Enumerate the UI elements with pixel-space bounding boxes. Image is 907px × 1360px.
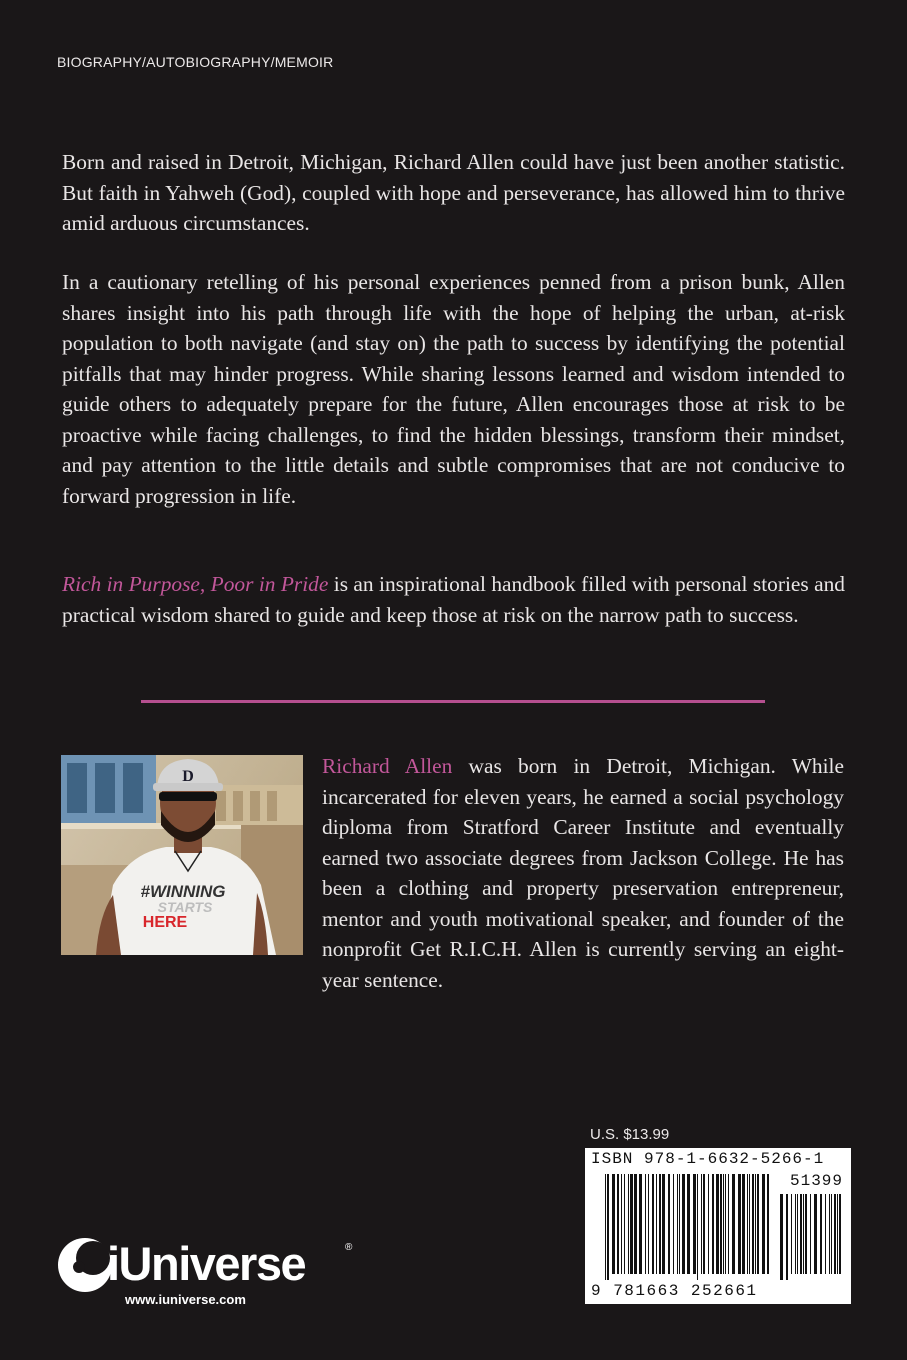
barcode-bar bbox=[612, 1174, 615, 1274]
barcode-bar bbox=[839, 1194, 841, 1274]
shirt-text-line-3: HERE bbox=[142, 914, 188, 931]
barcode-bar bbox=[621, 1174, 622, 1274]
barcode-bar bbox=[693, 1174, 696, 1274]
cap-logo: D bbox=[182, 768, 194, 785]
barcode-bar bbox=[805, 1194, 807, 1274]
barcode-bar bbox=[728, 1174, 729, 1274]
barcode-bar bbox=[639, 1174, 642, 1274]
barcode-bar bbox=[831, 1194, 832, 1274]
barcode-addon-number: 51399 bbox=[789, 1172, 843, 1190]
barcode-bar bbox=[648, 1174, 649, 1274]
barcode-bar bbox=[825, 1194, 826, 1274]
barcode-bar bbox=[767, 1174, 769, 1274]
barcode-bar bbox=[645, 1174, 646, 1274]
barcode-bar bbox=[628, 1174, 629, 1274]
barcode-bar bbox=[791, 1194, 792, 1274]
barcode-bar bbox=[837, 1194, 838, 1274]
book-title: Rich in Purpose, Poor in Pride bbox=[62, 572, 329, 596]
addon-bars bbox=[780, 1194, 844, 1280]
category-label: BIOGRAPHY/AUTOBIOGRAPHY/MEMOIR bbox=[57, 54, 334, 70]
barcode-bar bbox=[682, 1174, 685, 1274]
barcode-bar bbox=[738, 1174, 741, 1274]
publisher-name: iUniverse bbox=[107, 1237, 306, 1290]
barcode-bar bbox=[677, 1174, 678, 1274]
barcode-bar bbox=[786, 1194, 788, 1280]
barcode-bar bbox=[797, 1194, 798, 1274]
barcode-bar bbox=[829, 1194, 830, 1274]
barcode-bar bbox=[762, 1174, 765, 1274]
isbn-barcode bbox=[585, 1148, 851, 1304]
author-photo bbox=[61, 755, 303, 955]
barcode-bar bbox=[800, 1194, 802, 1274]
barcode-bar bbox=[720, 1174, 722, 1274]
barcode-bar bbox=[605, 1174, 606, 1280]
barcode-bar bbox=[820, 1194, 822, 1274]
barcode-bar bbox=[687, 1174, 690, 1274]
barcode-bar bbox=[712, 1174, 714, 1274]
barcode-bar bbox=[749, 1174, 750, 1274]
barcode-bar bbox=[742, 1174, 745, 1274]
barcode-bar bbox=[656, 1174, 657, 1274]
barcode-bar bbox=[703, 1174, 705, 1274]
description-paragraph-3 bbox=[62, 569, 845, 630]
barcode-bar bbox=[701, 1174, 702, 1274]
isbn-label: ISBN 978-1-6632-5266-1 bbox=[591, 1150, 825, 1168]
description-paragraph-1: Born and raised in Detroit, Michigan, Richard Allen could have just been another statistic. But faith in Yahweh (God), coupled with hope and perseverance, has allowed him to thrive amid arduous circumstances. bbox=[62, 150, 845, 235]
shirt-text-line-1: #WINNING bbox=[140, 882, 226, 901]
registered-mark: ® bbox=[345, 1242, 353, 1253]
barcode-bar bbox=[634, 1174, 637, 1274]
barcode-bar bbox=[780, 1194, 783, 1280]
author-name: Richard Allen bbox=[322, 754, 453, 778]
author-bio bbox=[322, 751, 844, 995]
barcode-bar bbox=[723, 1174, 724, 1274]
barcode-bar bbox=[834, 1194, 836, 1274]
barcode-bar bbox=[679, 1174, 680, 1274]
shirt-text-line-2: STARTS bbox=[157, 899, 213, 915]
barcode-bar bbox=[708, 1174, 709, 1274]
barcode-bar bbox=[652, 1174, 654, 1274]
price-label: U.S. $13.99 bbox=[590, 1126, 670, 1143]
barcode-bar bbox=[755, 1174, 756, 1274]
author-bio-text: was born in Detroit, Michigan. While incarcerated for eleven years, he earned a social psychology diploma from Stratford Career Institute and eventually earned two associate degrees from Jackson College. He has been a clothing and property preservation entrepreneur, mentor and youth motivational speaker, and founder of the nonprofit Get R.I.C.H. Allen is currently serving an eight-year sentence. bbox=[322, 754, 844, 992]
barcode-bar bbox=[747, 1174, 748, 1274]
barcode-bar bbox=[732, 1174, 735, 1274]
barcode-bar bbox=[810, 1194, 811, 1274]
barcode-bar bbox=[697, 1174, 698, 1280]
barcode-bar bbox=[725, 1174, 726, 1274]
ean-number: 9 781663 252661 bbox=[591, 1282, 758, 1300]
barcode-bar bbox=[662, 1174, 665, 1274]
description-paragraph-2: In a cautionary retelling of his personal experiences penned from a prison bunk, Allen shares insight into his path through life with the hope of helping the urban, at-risk population to both navigate (and stay on) the path to success by identifying the potential pitfalls that may hinder progress. While sharing lessons learned and wisdom intended to guide others to adequately prepare for the future, Allen encourages those at risk to be proactive while facing challenges, to find the hidden blessings, transform their mindset, and pay attention to the little details and subtle compromises that are not conducive to forward progression in life. bbox=[62, 270, 845, 508]
barcode-bar bbox=[673, 1174, 674, 1274]
barcode-bar bbox=[659, 1174, 661, 1274]
ean-bars bbox=[605, 1174, 773, 1280]
barcode-bar bbox=[607, 1174, 609, 1280]
barcode-bar bbox=[630, 1174, 633, 1274]
section-divider bbox=[141, 700, 765, 703]
barcode-bar bbox=[757, 1174, 759, 1274]
description-paragraph-3-text: is an inspirational handbook filled with personal stories and practical wisdom shared to guide and keep those at risk on the narrow path to success. bbox=[62, 572, 845, 627]
publisher-url: www.iuniverse.com bbox=[125, 1292, 246, 1307]
barcode-bar bbox=[752, 1174, 754, 1274]
barcode-bar bbox=[803, 1194, 804, 1274]
barcode-bar bbox=[668, 1174, 670, 1274]
barcode-bar bbox=[795, 1194, 796, 1274]
barcode-bar bbox=[617, 1174, 619, 1274]
publisher-logo bbox=[55, 1232, 375, 1312]
barcode-bar bbox=[716, 1174, 719, 1274]
barcode-bar bbox=[624, 1174, 625, 1274]
barcode-bar bbox=[814, 1194, 817, 1274]
iuniverse-logo-icon bbox=[55, 1234, 115, 1296]
